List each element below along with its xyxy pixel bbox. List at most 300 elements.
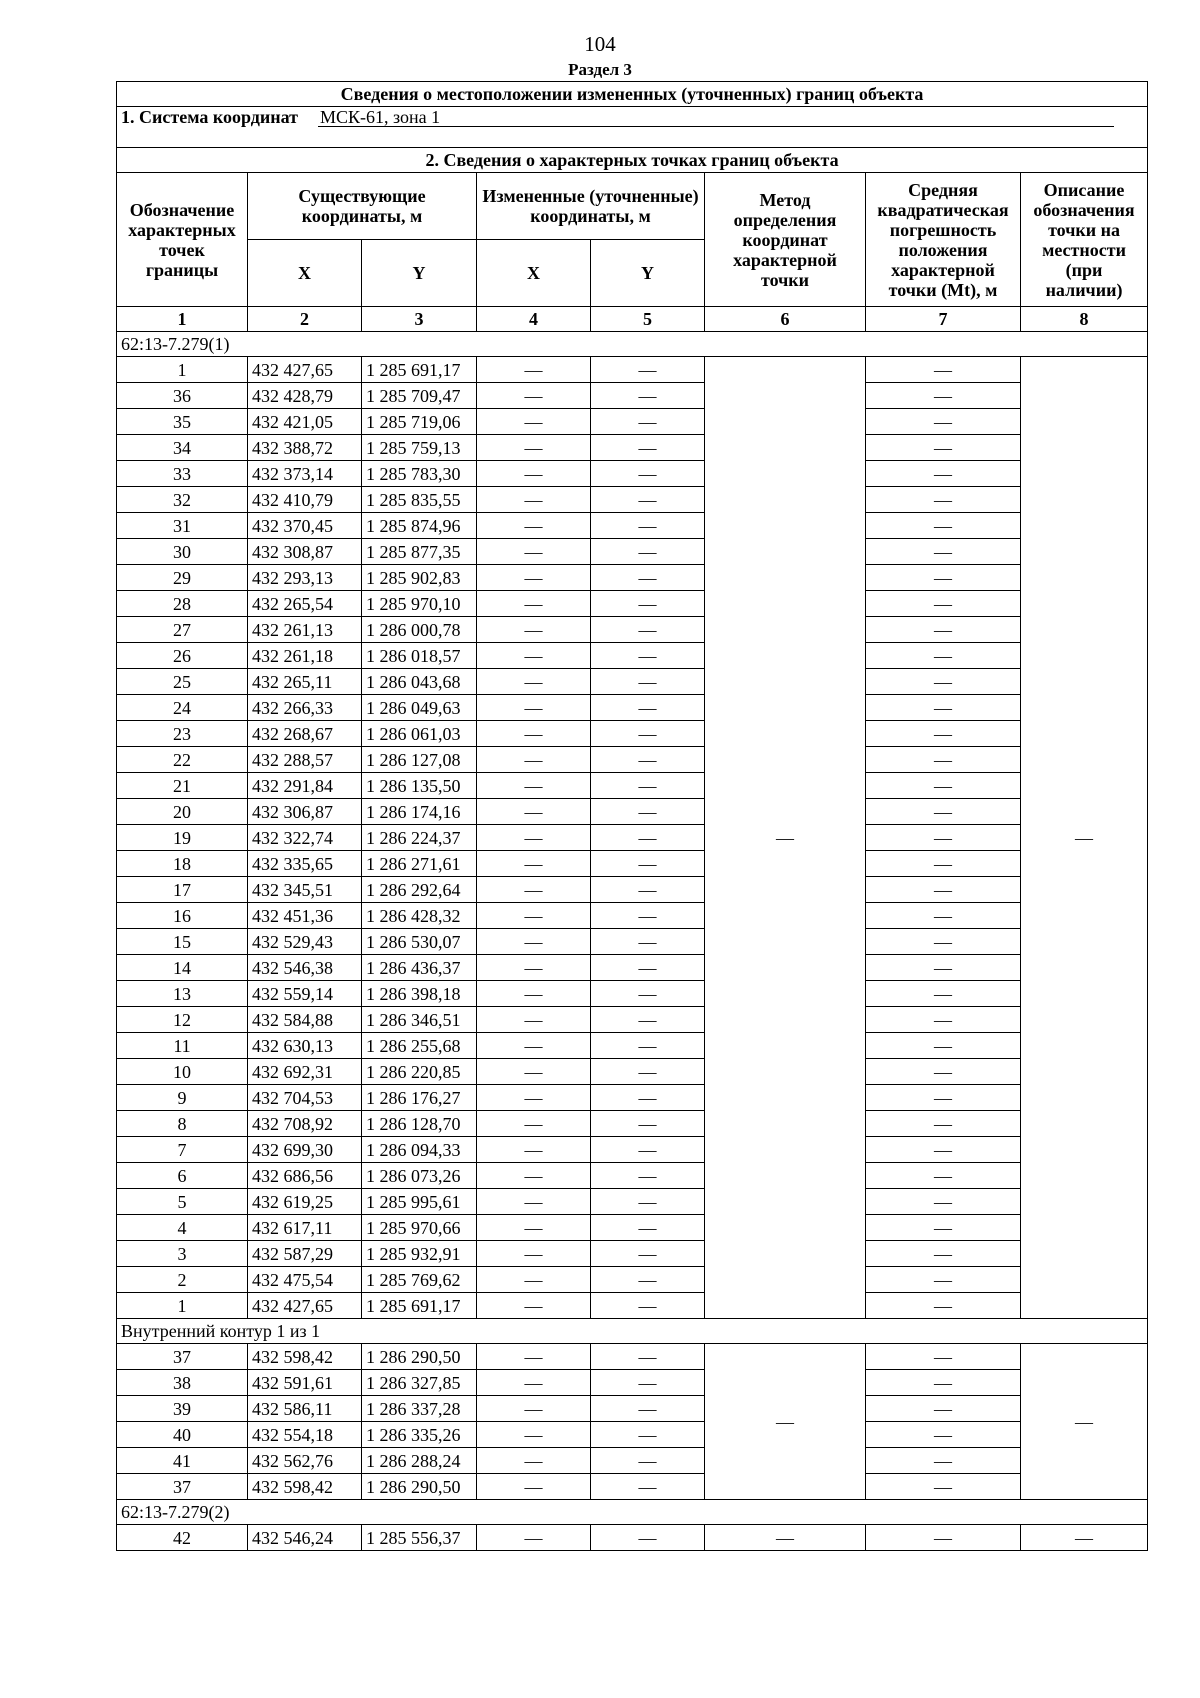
point-number: 41 bbox=[117, 1448, 248, 1474]
changed-y: — bbox=[591, 1370, 705, 1396]
existing-x: 432 617,11 bbox=[248, 1215, 362, 1241]
header-changed-x: X bbox=[477, 240, 591, 307]
header-existing-coords: Существующие координаты, м bbox=[248, 173, 477, 240]
changed-x: — bbox=[477, 513, 591, 539]
existing-y: 1 286 224,37 bbox=[362, 825, 477, 851]
existing-y: 1 286 127,08 bbox=[362, 747, 477, 773]
changed-x: — bbox=[477, 1293, 591, 1319]
error-cell: — bbox=[866, 1267, 1021, 1293]
changed-x: — bbox=[477, 1007, 591, 1033]
changed-y: — bbox=[591, 617, 705, 643]
column-number: 4 bbox=[477, 307, 591, 332]
existing-x: 432 265,11 bbox=[248, 669, 362, 695]
point-number: 12 bbox=[117, 1007, 248, 1033]
table-title: Сведения о местоположении измененных (уточненных) границ объекта bbox=[117, 82, 1148, 107]
table-row bbox=[117, 1474, 1148, 1500]
error-cell: — bbox=[866, 1163, 1021, 1189]
point-number: 28 bbox=[117, 591, 248, 617]
point-number: 24 bbox=[117, 695, 248, 721]
changed-x: — bbox=[477, 539, 591, 565]
table-row bbox=[117, 409, 1148, 435]
error-cell: — bbox=[866, 1189, 1021, 1215]
existing-x: 432 584,88 bbox=[248, 1007, 362, 1033]
section-title: Раздел 3 bbox=[568, 60, 632, 79]
existing-y: 1 286 290,50 bbox=[362, 1474, 477, 1500]
table-row bbox=[117, 1267, 1148, 1293]
table-row bbox=[117, 513, 1148, 539]
changed-y: — bbox=[591, 357, 705, 383]
point-number: 14 bbox=[117, 955, 248, 981]
existing-y: 1 286 398,18 bbox=[362, 981, 477, 1007]
point-number: 37 bbox=[117, 1474, 248, 1500]
existing-y: 1 286 176,27 bbox=[362, 1085, 477, 1111]
existing-y: 1 285 995,61 bbox=[362, 1189, 477, 1215]
changed-x: — bbox=[477, 383, 591, 409]
error-cell: — bbox=[866, 617, 1021, 643]
table-row bbox=[117, 1085, 1148, 1111]
error-cell: — bbox=[866, 1293, 1021, 1319]
error-cell: — bbox=[866, 1396, 1021, 1422]
changed-x: — bbox=[477, 721, 591, 747]
table-row bbox=[117, 461, 1148, 487]
existing-x: 432 370,45 bbox=[248, 513, 362, 539]
changed-x: — bbox=[477, 1189, 591, 1215]
changed-x: — bbox=[477, 1215, 591, 1241]
changed-x: — bbox=[477, 461, 591, 487]
error-cell: — bbox=[866, 1111, 1021, 1137]
point-number: 15 bbox=[117, 929, 248, 955]
point-number: 35 bbox=[117, 409, 248, 435]
changed-y: — bbox=[591, 1525, 705, 1551]
existing-x: 432 345,51 bbox=[248, 877, 362, 903]
existing-x: 432 421,05 bbox=[248, 409, 362, 435]
changed-y: — bbox=[591, 1344, 705, 1370]
existing-x: 432 427,65 bbox=[248, 357, 362, 383]
changed-x: — bbox=[477, 851, 591, 877]
error-cell: — bbox=[866, 695, 1021, 721]
table-row bbox=[117, 565, 1148, 591]
point-number: 39 bbox=[117, 1396, 248, 1422]
error-cell: — bbox=[866, 513, 1021, 539]
point-number: 13 bbox=[117, 981, 248, 1007]
existing-y: 1 286 049,63 bbox=[362, 695, 477, 721]
existing-x: 432 268,67 bbox=[248, 721, 362, 747]
changed-x: — bbox=[477, 799, 591, 825]
changed-y: — bbox=[591, 409, 705, 435]
description-cell: — bbox=[1021, 1344, 1148, 1500]
changed-y: — bbox=[591, 435, 705, 461]
column-number: 3 bbox=[362, 307, 477, 332]
changed-x: — bbox=[477, 1111, 591, 1137]
existing-y: 1 286 000,78 bbox=[362, 617, 477, 643]
error-cell: — bbox=[866, 669, 1021, 695]
error-cell: — bbox=[866, 565, 1021, 591]
changed-x: — bbox=[477, 617, 591, 643]
point-number: 31 bbox=[117, 513, 248, 539]
changed-x: — bbox=[477, 1448, 591, 1474]
changed-x: — bbox=[477, 1085, 591, 1111]
existing-x: 432 619,25 bbox=[248, 1189, 362, 1215]
existing-x: 432 322,74 bbox=[248, 825, 362, 851]
changed-y: — bbox=[591, 903, 705, 929]
existing-y: 1 286 290,50 bbox=[362, 1344, 477, 1370]
changed-y: — bbox=[591, 643, 705, 669]
error-cell: — bbox=[866, 1344, 1021, 1370]
existing-y: 1 285 902,83 bbox=[362, 565, 477, 591]
existing-x: 432 410,79 bbox=[248, 487, 362, 513]
error-cell: — bbox=[866, 747, 1021, 773]
error-cell: — bbox=[866, 1215, 1021, 1241]
existing-x: 432 288,57 bbox=[248, 747, 362, 773]
existing-y: 1 285 970,66 bbox=[362, 1215, 477, 1241]
changed-y: — bbox=[591, 1448, 705, 1474]
point-number: 9 bbox=[117, 1085, 248, 1111]
error-cell: — bbox=[866, 1137, 1021, 1163]
error-cell: — bbox=[866, 383, 1021, 409]
error-cell: — bbox=[866, 955, 1021, 981]
column-number: 7 bbox=[866, 307, 1021, 332]
point-number: 20 bbox=[117, 799, 248, 825]
changed-y: — bbox=[591, 1007, 705, 1033]
changed-y: — bbox=[591, 851, 705, 877]
changed-y: — bbox=[591, 1189, 705, 1215]
error-cell: — bbox=[866, 1241, 1021, 1267]
existing-y: 1 285 769,62 bbox=[362, 1267, 477, 1293]
changed-y: — bbox=[591, 1215, 705, 1241]
table-row bbox=[117, 929, 1148, 955]
changed-x: — bbox=[477, 981, 591, 1007]
existing-x: 432 704,53 bbox=[248, 1085, 362, 1111]
existing-y: 1 286 288,24 bbox=[362, 1448, 477, 1474]
header-point-designation: Обозначение характерных точек границы bbox=[117, 173, 248, 307]
point-number: 1 bbox=[117, 1293, 248, 1319]
changed-y: — bbox=[591, 591, 705, 617]
point-number: 27 bbox=[117, 617, 248, 643]
header-existing-y: Y bbox=[362, 240, 477, 307]
point-number: 8 bbox=[117, 1111, 248, 1137]
existing-x: 432 586,11 bbox=[248, 1396, 362, 1422]
changed-x: — bbox=[477, 747, 591, 773]
point-number: 5 bbox=[117, 1189, 248, 1215]
point-number: 21 bbox=[117, 773, 248, 799]
point-number: 2 bbox=[117, 1267, 248, 1293]
changed-y: — bbox=[591, 773, 705, 799]
error-cell: — bbox=[866, 409, 1021, 435]
changed-x: — bbox=[477, 903, 591, 929]
table-row bbox=[117, 1525, 1148, 1551]
error-cell: — bbox=[866, 591, 1021, 617]
existing-y: 1 286 220,85 bbox=[362, 1059, 477, 1085]
table-row bbox=[117, 617, 1148, 643]
point-number: 3 bbox=[117, 1241, 248, 1267]
existing-x: 432 293,13 bbox=[248, 565, 362, 591]
point-number: 29 bbox=[117, 565, 248, 591]
error-cell: — bbox=[866, 851, 1021, 877]
error-cell: — bbox=[866, 643, 1021, 669]
error-cell: — bbox=[866, 539, 1021, 565]
table-row bbox=[117, 799, 1148, 825]
changed-y: — bbox=[591, 1033, 705, 1059]
boundary-table bbox=[116, 81, 1148, 1551]
table-row bbox=[117, 955, 1148, 981]
changed-y: — bbox=[591, 1293, 705, 1319]
point-number: 4 bbox=[117, 1215, 248, 1241]
point-number: 1 bbox=[117, 357, 248, 383]
group-label: 62:13-7.279(1) bbox=[117, 332, 1148, 357]
error-cell: — bbox=[866, 1525, 1021, 1551]
point-number: 33 bbox=[117, 461, 248, 487]
header-error: Средняя квадратическая погрешность положения характерной точки (Mt), м bbox=[866, 173, 1021, 307]
group-label: 62:13-7.279(2) bbox=[117, 1500, 1148, 1525]
error-cell: — bbox=[866, 877, 1021, 903]
table-row bbox=[117, 1111, 1148, 1137]
error-cell: — bbox=[866, 1422, 1021, 1448]
error-cell: — bbox=[866, 773, 1021, 799]
table-row bbox=[117, 1215, 1148, 1241]
existing-y: 1 285 759,13 bbox=[362, 435, 477, 461]
point-number: 34 bbox=[117, 435, 248, 461]
changed-y: — bbox=[591, 877, 705, 903]
existing-y: 1 286 094,33 bbox=[362, 1137, 477, 1163]
changed-y: — bbox=[591, 461, 705, 487]
changed-x: — bbox=[477, 487, 591, 513]
column-number: 8 bbox=[1021, 307, 1148, 332]
column-number: 5 bbox=[591, 307, 705, 332]
existing-x: 432 598,42 bbox=[248, 1474, 362, 1500]
table-row bbox=[117, 981, 1148, 1007]
existing-y: 1 286 327,85 bbox=[362, 1370, 477, 1396]
changed-y: — bbox=[591, 1059, 705, 1085]
points-title: 2. Сведения о характерных точках границ объекта bbox=[117, 148, 1148, 173]
point-number: 7 bbox=[117, 1137, 248, 1163]
changed-x: — bbox=[477, 1525, 591, 1551]
existing-y: 1 285 932,91 bbox=[362, 1241, 477, 1267]
error-cell: — bbox=[866, 799, 1021, 825]
existing-y: 1 286 043,68 bbox=[362, 669, 477, 695]
table-row bbox=[117, 825, 1148, 851]
changed-y: — bbox=[591, 1111, 705, 1137]
changed-x: — bbox=[477, 955, 591, 981]
method-cell: — bbox=[705, 1344, 866, 1500]
existing-x: 432 708,92 bbox=[248, 1111, 362, 1137]
changed-y: — bbox=[591, 383, 705, 409]
changed-y: — bbox=[591, 747, 705, 773]
point-number: 42 bbox=[117, 1525, 248, 1551]
method-cell: — bbox=[705, 1525, 866, 1551]
changed-y: — bbox=[591, 539, 705, 565]
changed-y: — bbox=[591, 487, 705, 513]
changed-x: — bbox=[477, 1344, 591, 1370]
changed-x: — bbox=[477, 435, 591, 461]
changed-y: — bbox=[591, 825, 705, 851]
existing-y: 1 285 970,10 bbox=[362, 591, 477, 617]
existing-x: 432 261,13 bbox=[248, 617, 362, 643]
existing-y: 1 286 255,68 bbox=[362, 1033, 477, 1059]
point-number: 26 bbox=[117, 643, 248, 669]
existing-y: 1 286 174,16 bbox=[362, 799, 477, 825]
table-row bbox=[117, 1344, 1148, 1370]
existing-x: 432 428,79 bbox=[248, 383, 362, 409]
existing-y: 1 286 292,64 bbox=[362, 877, 477, 903]
table-row bbox=[117, 1033, 1148, 1059]
table-row bbox=[117, 1137, 1148, 1163]
changed-y: — bbox=[591, 565, 705, 591]
point-number: 25 bbox=[117, 669, 248, 695]
changed-x: — bbox=[477, 1059, 591, 1085]
header-changed-coords: Измененные (уточненные) координаты, м bbox=[477, 173, 705, 240]
point-number: 19 bbox=[117, 825, 248, 851]
changed-x: — bbox=[477, 1396, 591, 1422]
changed-x: — bbox=[477, 565, 591, 591]
point-number: 6 bbox=[117, 1163, 248, 1189]
column-number: 6 bbox=[705, 307, 866, 332]
existing-y: 1 286 135,50 bbox=[362, 773, 477, 799]
existing-y: 1 286 436,37 bbox=[362, 955, 477, 981]
changed-y: — bbox=[591, 513, 705, 539]
table-row bbox=[117, 1059, 1148, 1085]
point-number: 22 bbox=[117, 747, 248, 773]
changed-x: — bbox=[477, 1241, 591, 1267]
point-number: 18 bbox=[117, 851, 248, 877]
existing-x: 432 529,43 bbox=[248, 929, 362, 955]
existing-x: 432 591,61 bbox=[248, 1370, 362, 1396]
existing-y: 1 285 691,17 bbox=[362, 1293, 477, 1319]
changed-x: — bbox=[477, 1033, 591, 1059]
existing-x: 432 686,56 bbox=[248, 1163, 362, 1189]
existing-y: 1 285 874,96 bbox=[362, 513, 477, 539]
description-cell: — bbox=[1021, 357, 1148, 1319]
existing-x: 432 291,84 bbox=[248, 773, 362, 799]
point-number: 32 bbox=[117, 487, 248, 513]
table-row bbox=[117, 1422, 1148, 1448]
point-number: 17 bbox=[117, 877, 248, 903]
existing-y: 1 286 530,07 bbox=[362, 929, 477, 955]
table-row bbox=[117, 1448, 1148, 1474]
changed-x: — bbox=[477, 409, 591, 435]
existing-y: 1 286 346,51 bbox=[362, 1007, 477, 1033]
point-number: 36 bbox=[117, 383, 248, 409]
table-row bbox=[117, 383, 1148, 409]
error-cell: — bbox=[866, 929, 1021, 955]
error-cell: — bbox=[866, 1059, 1021, 1085]
changed-x: — bbox=[477, 591, 591, 617]
existing-y: 1 285 783,30 bbox=[362, 461, 477, 487]
changed-y: — bbox=[591, 955, 705, 981]
table-row bbox=[117, 773, 1148, 799]
column-number: 1 bbox=[117, 307, 248, 332]
page-number: 104 bbox=[584, 32, 616, 56]
changed-y: — bbox=[591, 1163, 705, 1189]
point-number: 11 bbox=[117, 1033, 248, 1059]
changed-x: — bbox=[477, 669, 591, 695]
changed-y: — bbox=[591, 1241, 705, 1267]
existing-x: 432 308,87 bbox=[248, 539, 362, 565]
changed-y: — bbox=[591, 929, 705, 955]
table-row bbox=[117, 851, 1148, 877]
changed-y: — bbox=[591, 721, 705, 747]
table-row bbox=[117, 1396, 1148, 1422]
existing-y: 1 286 271,61 bbox=[362, 851, 477, 877]
changed-x: — bbox=[477, 825, 591, 851]
table-row bbox=[117, 357, 1148, 383]
existing-x: 432 546,38 bbox=[248, 955, 362, 981]
table-row bbox=[117, 1007, 1148, 1033]
changed-y: — bbox=[591, 1396, 705, 1422]
coord-system-row bbox=[117, 107, 1148, 148]
table-row bbox=[117, 747, 1148, 773]
error-cell: — bbox=[866, 1085, 1021, 1111]
point-number: 37 bbox=[117, 1344, 248, 1370]
existing-x: 432 554,18 bbox=[248, 1422, 362, 1448]
table-row bbox=[117, 877, 1148, 903]
existing-x: 432 699,30 bbox=[248, 1137, 362, 1163]
table-row bbox=[117, 1163, 1148, 1189]
existing-x: 432 546,24 bbox=[248, 1525, 362, 1551]
existing-y: 1 285 556,37 bbox=[362, 1525, 477, 1551]
existing-x: 432 266,33 bbox=[248, 695, 362, 721]
existing-x: 432 475,54 bbox=[248, 1267, 362, 1293]
coord-system-label: 1. Система координат bbox=[121, 107, 298, 127]
error-cell: — bbox=[866, 357, 1021, 383]
existing-y: 1 285 835,55 bbox=[362, 487, 477, 513]
changed-x: — bbox=[477, 773, 591, 799]
table-row bbox=[117, 1189, 1148, 1215]
changed-y: — bbox=[591, 1422, 705, 1448]
existing-x: 432 265,54 bbox=[248, 591, 362, 617]
existing-y: 1 285 709,47 bbox=[362, 383, 477, 409]
error-cell: — bbox=[866, 1033, 1021, 1059]
point-number: 16 bbox=[117, 903, 248, 929]
changed-x: — bbox=[477, 1163, 591, 1189]
coord-system-value: МСК-61, зона 1 bbox=[318, 108, 1114, 127]
table-row bbox=[117, 539, 1148, 565]
existing-y: 1 286 073,26 bbox=[362, 1163, 477, 1189]
existing-y: 1 286 337,28 bbox=[362, 1396, 477, 1422]
existing-x: 432 306,87 bbox=[248, 799, 362, 825]
changed-x: — bbox=[477, 1474, 591, 1500]
table-row bbox=[117, 591, 1148, 617]
point-number: 10 bbox=[117, 1059, 248, 1085]
method-cell: — bbox=[705, 357, 866, 1319]
error-cell: — bbox=[866, 461, 1021, 487]
table-row bbox=[117, 1293, 1148, 1319]
changed-y: — bbox=[591, 1267, 705, 1293]
header-description: Описание обозначения точки на местности (при наличии) bbox=[1021, 173, 1148, 307]
existing-x: 432 261,18 bbox=[248, 643, 362, 669]
group-label: Внутренний контур 1 из 1 bbox=[117, 1319, 1148, 1344]
point-number: 30 bbox=[117, 539, 248, 565]
table-row bbox=[117, 721, 1148, 747]
table-row bbox=[117, 903, 1148, 929]
table-row bbox=[117, 1370, 1148, 1396]
existing-y: 1 285 719,06 bbox=[362, 409, 477, 435]
point-number: 40 bbox=[117, 1422, 248, 1448]
table-row bbox=[117, 643, 1148, 669]
changed-y: — bbox=[591, 799, 705, 825]
column-number: 2 bbox=[248, 307, 362, 332]
error-cell: — bbox=[866, 903, 1021, 929]
table-row bbox=[117, 1241, 1148, 1267]
error-cell: — bbox=[866, 825, 1021, 851]
header-changed-y: Y bbox=[591, 240, 705, 307]
changed-x: — bbox=[477, 357, 591, 383]
changed-x: — bbox=[477, 1267, 591, 1293]
changed-y: — bbox=[591, 1137, 705, 1163]
error-cell: — bbox=[866, 1474, 1021, 1500]
existing-x: 432 630,13 bbox=[248, 1033, 362, 1059]
error-cell: — bbox=[866, 981, 1021, 1007]
existing-y: 1 286 061,03 bbox=[362, 721, 477, 747]
